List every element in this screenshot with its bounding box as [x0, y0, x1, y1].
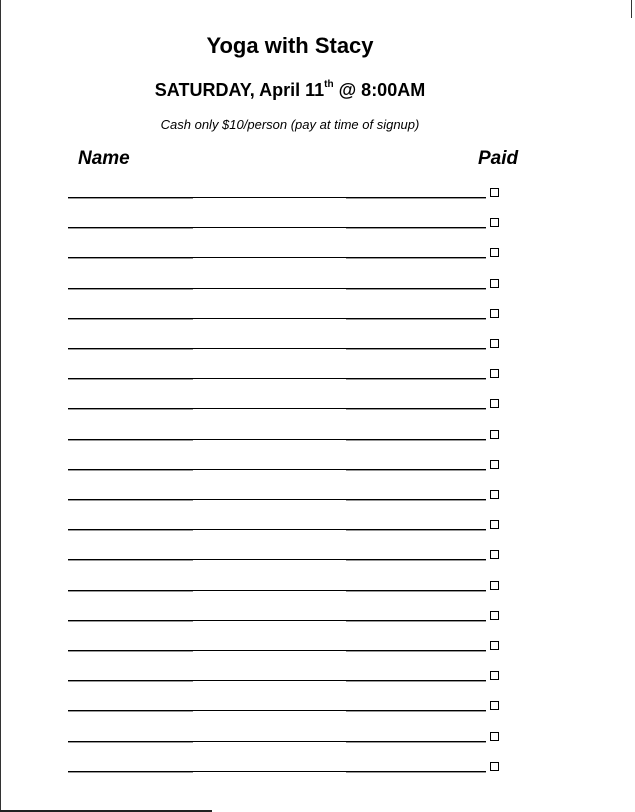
signup-row	[68, 611, 508, 625]
signup-row	[68, 399, 508, 413]
event-time: @ 8:00AM	[333, 80, 426, 100]
name-entry-line[interactable]	[68, 680, 486, 681]
name-entry-line[interactable]	[68, 529, 486, 530]
signup-row	[68, 671, 508, 685]
paid-checkbox[interactable]	[490, 369, 499, 378]
signup-row	[68, 369, 508, 383]
paid-checkbox[interactable]	[490, 671, 499, 680]
name-entry-line[interactable]	[68, 710, 486, 711]
name-entry-line[interactable]	[68, 257, 486, 258]
name-entry-line[interactable]	[68, 378, 486, 379]
signup-row	[68, 641, 508, 655]
name-entry-line[interactable]	[68, 650, 486, 651]
paid-checkbox[interactable]	[490, 611, 499, 620]
paid-checkbox[interactable]	[490, 188, 499, 197]
name-entry-line[interactable]	[68, 197, 486, 198]
paid-checkbox[interactable]	[490, 550, 499, 559]
signup-row	[68, 581, 508, 595]
signup-row	[68, 520, 508, 534]
signup-row	[68, 279, 508, 293]
name-entry-line[interactable]	[68, 318, 486, 319]
signup-row	[68, 248, 508, 262]
event-date-text: SATURDAY, April 11	[154, 80, 325, 100]
paid-checkbox[interactable]	[490, 762, 499, 771]
name-entry-line[interactable]	[68, 771, 486, 772]
name-entry-line[interactable]	[68, 590, 486, 591]
signup-row	[68, 460, 508, 474]
signup-row	[68, 732, 508, 746]
paid-checkbox[interactable]	[490, 339, 499, 348]
name-entry-line[interactable]	[68, 288, 486, 289]
paid-checkbox[interactable]	[490, 520, 499, 529]
signup-row	[68, 309, 508, 323]
paid-checkbox[interactable]	[490, 460, 499, 469]
name-column-header: Name	[78, 148, 130, 169]
signup-row	[68, 762, 508, 776]
signup-row	[68, 188, 508, 202]
page-title: Yoga with Stacy	[206, 33, 374, 58]
paid-checkbox[interactable]	[490, 701, 499, 710]
name-entry-line[interactable]	[68, 439, 486, 440]
signup-row	[68, 490, 508, 504]
signup-row	[68, 701, 508, 715]
ordinal-suffix: th	[324, 79, 334, 90]
name-entry-line[interactable]	[68, 559, 486, 560]
paid-checkbox[interactable]	[490, 218, 499, 227]
paid-checkbox[interactable]	[490, 399, 499, 408]
name-entry-line[interactable]	[68, 469, 486, 470]
paid-checkbox[interactable]	[490, 279, 499, 288]
signup-row	[68, 430, 508, 444]
paid-checkbox[interactable]	[490, 430, 499, 439]
signup-row	[68, 339, 508, 353]
paid-checkbox[interactable]	[490, 581, 499, 590]
name-entry-line[interactable]	[68, 499, 486, 500]
paid-column-header: Paid	[478, 148, 519, 169]
name-entry-line[interactable]	[68, 348, 486, 349]
name-entry-line[interactable]	[68, 620, 486, 621]
paid-checkbox[interactable]	[490, 309, 499, 318]
paid-checkbox[interactable]	[490, 490, 499, 499]
name-entry-line[interactable]	[68, 227, 486, 228]
paid-checkbox[interactable]	[490, 641, 499, 650]
signup-row	[68, 550, 508, 564]
paid-checkbox[interactable]	[490, 248, 499, 257]
name-entry-line[interactable]	[68, 741, 486, 742]
paid-checkbox[interactable]	[490, 732, 499, 741]
name-entry-line[interactable]	[68, 408, 486, 409]
payment-note: Cash only $10/person (pay at time of signup)	[160, 117, 420, 132]
signup-row	[68, 218, 508, 232]
